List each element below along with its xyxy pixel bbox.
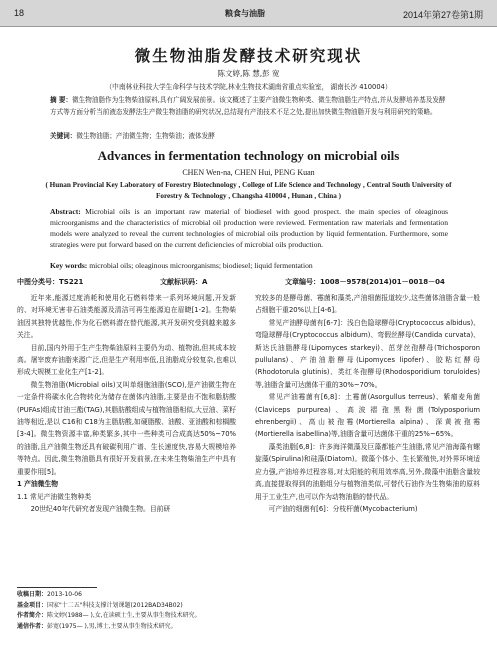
subsection-heading: 1.1 常见产油微生物种类: [17, 492, 92, 501]
title-english: Advances in fermentation technology on microbial oils: [97, 148, 400, 163]
footnote-fund-value: 国家"十二五"科技支撑计划课题(2012BAD34B02): [47, 601, 183, 609]
clc-number: 中图分类号：TS221: [17, 278, 84, 286]
journal-name: 粮食与油脂: [225, 9, 265, 18]
affiliation-english: ( Hunan Provincial Key Laboratory of Forestry Biotechnology , College of Life Science and Technology , Central South University of Forestry & Technology , Changsha 410004 , Hunan , China ): [45, 181, 452, 200]
paragraph: 目前,国内外用于生产生物柴油原料主要仍为动、植物油,但其成本较高。屠宰废弃油脂来源广泛,但是生产利用率低,且油脂成分较复杂,也难以形成大规模工业化生产[1-2]。: [17, 343, 236, 377]
keywords-en-label: Key words:: [50, 261, 88, 270]
document-code: 文献标识码：A: [160, 278, 208, 286]
footnote-received-label: 收稿日期：: [17, 591, 48, 598]
keywords-chinese: [50, 130, 448, 140]
paragraph: 常见产油霉菌有[6,8]：土霉菌(Asorgullus terreus)、紫瘤麦角菌(Claviceps purpurea)、高波褶孢黑粉菌(Tolyposporium ehrenbergii)、高山被孢霉(Mortierella alpina)、深黄被孢霉(Mortierella isabellina)等,油脂含量可达菌体干重的25%~65%。: [255, 393, 480, 439]
page-number: 18: [14, 8, 25, 18]
body-left-column: [17, 292, 236, 515]
footnote-author-label: 作者简介：: [17, 612, 48, 619]
footnote-divider: [17, 587, 97, 588]
section-heading: 1 产油微生物: [17, 480, 59, 489]
keywords-english: [50, 261, 448, 270]
paragraph: 藻类油脂[6,8]：许多海洋微藻及巨藻都能产生油脂,常见产油海藻有螺旋藻(Spirulina)和硅藻(Diatom)。微藻个体小、生长繁殖快,对外界环境适应力强,产油培养过程容易,对太阳能的利用效率高,另外,微藻中油脂含量较高,直接提取得到的油脂组分与植物油类似,可替代石油作为生物柴油的原料用于工业生产,也可以作为动物油脂的替代品。: [255, 442, 480, 501]
journal-issue: 2014年第27卷第1期: [402, 10, 483, 20]
footnote-fund: [17, 601, 317, 612]
affiliation-chinese: （中南林业科技大学生命科学与技术学院,林业生物技术湖南省重点实验室， 湖南长沙 410004）: [105, 83, 392, 91]
keywords-cn-text: 微生物油脂；产油微生物；生物柴油；液体发酵: [76, 132, 215, 140]
keywords-cn-label: 关键词：: [50, 132, 77, 140]
paragraph: 20世纪40年代研究者发现产油微生物。目前研: [30, 504, 171, 513]
abstract-en-text: Microbial oils is an important raw material of biodiesel with good prospect. the main species of oleaginous microorganisms and the characteristics of microbial oil production were reviewed. Fermentation raw materials and fermentation models were analyzed to reveal the current technologies of microbial oils production by liquid fermentation. Furthermore, some strategies were put forward based on the current deficiencies of microbial oils production.: [50, 207, 448, 250]
paragraph: 可产油的细菌有[6]：分枝杆菌(Mycobacterium): [268, 504, 418, 513]
footnote-author-value: 陈文婷(1988— ),女,在读硕士生,主要从事生物技术研究。: [47, 612, 201, 619]
abstract-en-label: Abstract:: [50, 207, 81, 216]
paragraph: 究较多的是酵母菌、霉菌和藻类,产油细菌报道较少,这些菌体油脂含量一般占细胞干重20%以上[4-6]。: [255, 294, 480, 315]
footnote-fund-label: 基金项目：: [17, 601, 48, 609]
footnote-received-value: 2013-10-06: [47, 591, 82, 598]
footnote-author: [17, 611, 317, 622]
footnote-received: [17, 590, 317, 601]
paragraph: 微生物油脂(Microbial oils)又叫单细胞油脂(SCO),是产油微生物在一定条件将碳水化合物转化为储存在菌体内油脂,主要是由不饱和脂肪酸(PUFAs)组成甘油三酯(TAG),其脂肪酸组成与植物油脂相似,大豆油、菜籽油等相近,是以 C16和 C18为主脂肪酸,如硬脂酸、油酸、亚油酸和棕榈酸[3-4]。微生物资源丰富,种类繁多,其中一些种类可合成高达50%~70%的油脂,且产油微生物还具有破碳利用广谱、生长速度快,容易大规模培养等特点。因此,微生物油脂具有很好开发前景,在未来生物柴油生产中具有重要作用[5]。: [17, 380, 236, 476]
paragraph: 常见产油酵母菌有[6-7]：浅白色隐球酵母(Cryptococcus albidus)、弯隐球酵母(Cryptococcus albidum)、弯假丝酵母(Candida curvata)、斯达氏油脂酵母(Lipomyces starkeyi)、茁芽丝孢酵母(Trichosporon pullulans)、产油油脂酵母(Lipomyces lipofer)、胶粘红酵母(Rhodotorula glutinis)、类红冬孢酵母(Rhodosporidium toruloides)等,油脂含量可达菌体干重的30%~70%。: [255, 318, 480, 389]
footnote-corresp-label: 通信作者：: [17, 622, 48, 630]
body-right-column: [255, 292, 480, 515]
keywords-en-text: microbial oils; oleaginous microorganisms; biodiesel; liquid fermentation: [89, 261, 313, 270]
abstract-cn-label: 摘 要：: [50, 96, 73, 104]
abstract-chinese: [50, 95, 448, 118]
abstract-cn-text: 微生物油脂作为生物柴油原料,具有广阔发展前景。该文概述了主要产油微生物种类、微生物油脂生产特点,并从发酵培养基及发酵方式等方面分析当前液态发酵法生产微生物油脂的研究状况,总结现有产油技术不足之处,提出加快微生物油脂开发与利用研究的策略。: [50, 96, 446, 116]
running-header: [0, 0, 497, 27]
abstract-english: [50, 206, 448, 250]
paragraph: 近年来,能源过度消耗和使用化石燃料带来一系列环境问题,开发新的、对环境无害非石油类能源及清洁可再生能源迫在眉睫[1-2]。生物柴油因其独特优越性,作为化石燃料潜在替代能源,其开发研究受到越来越多关注。: [17, 294, 236, 340]
authors-chinese: 陈文婷,陈 慧,彭 宽: [217, 69, 280, 78]
footnotes: [17, 590, 317, 632]
article-number: 文章编号：1008－9578(2014)01－0018－04: [285, 278, 445, 286]
footnote-correspondence: [17, 622, 317, 633]
authors-english: CHEN Wen-na, CHEN Hui, PENG Kuan: [182, 168, 315, 177]
footnote-corresp-value: 彭宽(1975— ),男,博士,主要从事生物技术研究。: [47, 622, 177, 630]
title-chinese: 微生物油脂发酵技术研究现状: [134, 47, 363, 65]
